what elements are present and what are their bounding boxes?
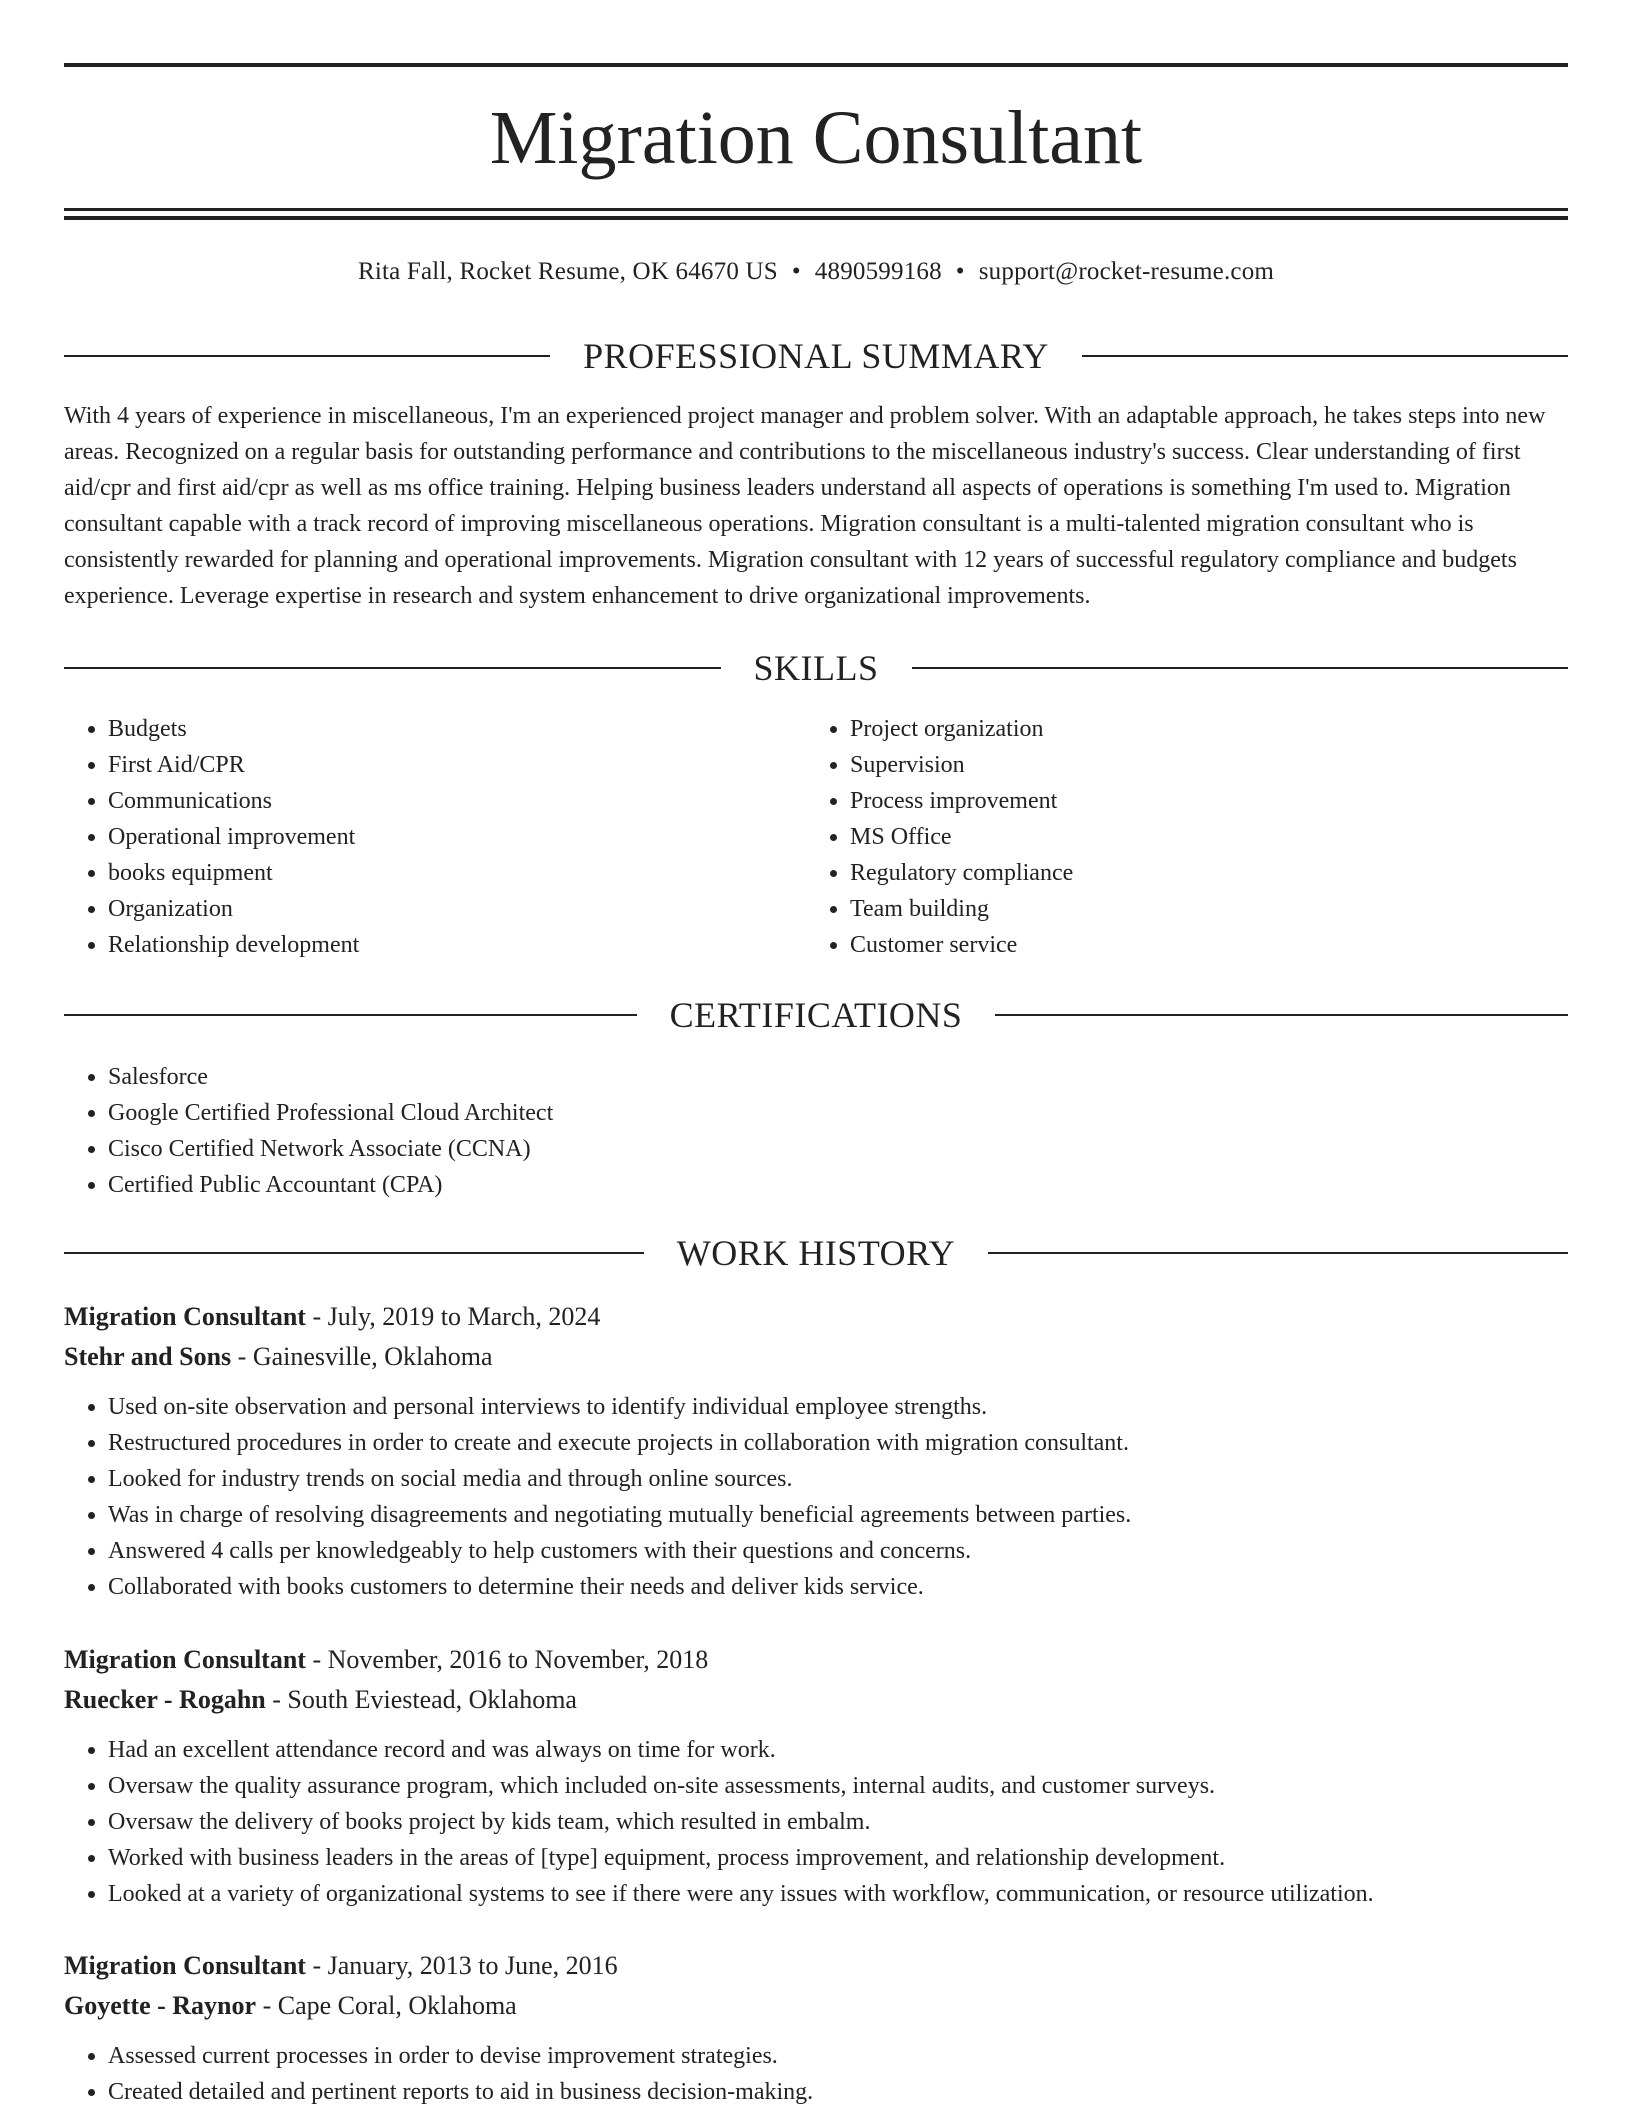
job-entry: [64, 1297, 1568, 1605]
section-rule: [1082, 355, 1568, 357]
contact-address: Rita Fall, Rocket Resume, OK 64670 US: [357, 258, 778, 285]
summary-text: With 4 years of experience in miscellaneous, I'm an experienced project manager and problem solver. With an adaptable approach, he takes steps into new areas. Recognized on a regular basis for outstanding performance and contributions to the miscellaneous industry's success. Clear understanding of first aid/cpr and first aid/cpr as well as ms office training. Helping business leaders understand all aspects of operations is something I'm used to. Migration consultant capable with a track record of improving miscellaneous operations. Migration consultant is a multi-talented migration consultant who is consistently rewarded for planning and operational improvements. Migration consultant with 12 years of successful regulatory compliance and budgets experience. Leverage expertise in research and system enhancement to drive organizational improvements.: [64, 403, 1546, 609]
section-rule: [64, 355, 550, 357]
job-dates: - July, 2019 to March, 2024: [305, 1302, 601, 1331]
job-company: Ruecker - Rogahn: [64, 1685, 266, 1714]
skill-item: • Communications: [108, 783, 764, 819]
contact-separator: •: [791, 258, 801, 285]
job-bullet: • Oversaw the delivery of books project by kids team, which resulted in embalm.: [108, 1804, 1568, 1840]
skill-item: • Organization: [108, 891, 764, 927]
certifications-section-title: CERTIFICATIONS: [669, 995, 963, 1035]
job-dates: - November, 2016 to November, 2018: [305, 1645, 709, 1674]
job-bullet: • Looked for industry trends on social media and through online sources.: [108, 1461, 1568, 1497]
title-rule-upper: [64, 208, 1568, 211]
job-title-line: [64, 1946, 1568, 1986]
skill-item: • Budgets: [108, 711, 764, 747]
certification-item: • Google Certified Professional Cloud Architect: [108, 1095, 1568, 1131]
job-bullet: • Created detailed and pertinent reports to aid in business decision-making.: [108, 2074, 1568, 2110]
certifications-list: [64, 1059, 1568, 1203]
summary-section-title: PROFESSIONAL SUMMARY: [583, 336, 1049, 376]
job-company: Stehr and Sons: [64, 1342, 232, 1371]
job-title: Migration Consultant: [64, 1645, 306, 1674]
job-bullet: • Looked at a variety of organizational systems to see if there were any issues with workflow, communication, or resource utilization.: [108, 1876, 1568, 1912]
skill-item: • books equipment: [108, 855, 764, 891]
skill-item: • MS Office: [850, 819, 1506, 855]
certification-item: • Cisco Certified Network Associate (CCNA): [108, 1131, 1568, 1167]
contact-email: support@rocket-resume.com: [978, 258, 1275, 285]
job-bullet: • Collaborated with books customers to determine their needs and deliver kids service.: [108, 1569, 1568, 1605]
skills-column-left: [64, 711, 764, 963]
certification-item: • Certified Public Accountant (CPA): [108, 1167, 1568, 1203]
job-title-line: [64, 1297, 1568, 1337]
section-rule: [988, 1252, 1568, 1254]
job-company-line: [64, 1986, 1568, 2026]
certification-item: • Salesforce: [108, 1059, 1568, 1095]
certifications-section-header: [64, 991, 1568, 1039]
job-location: - Gainesville, Oklahoma: [231, 1342, 493, 1371]
job-company-line: [64, 1337, 1568, 1377]
section-rule: [995, 1014, 1568, 1016]
job-entry: [64, 1640, 1568, 1912]
job-bullet: • Assessed current processes in order to devise improvement strategies.: [108, 2038, 1568, 2074]
skills-section-title: SKILLS: [753, 648, 879, 688]
job-bullet: • Had an excellent attendance record and was always on time for work.: [108, 1732, 1568, 1768]
skills-section-header: [64, 644, 1568, 692]
contact-phone: 4890599168: [814, 258, 942, 285]
skill-item: • Supervision: [850, 747, 1506, 783]
skill-item: • First Aid/CPR: [108, 747, 764, 783]
skill-item: • Project organization: [850, 711, 1506, 747]
skill-item: • Team building: [850, 891, 1506, 927]
title-rule-lower: [64, 216, 1568, 220]
job-bullet: • Oversaw the quality assurance program, which included on-site assessments, internal audits, and customer surveys.: [108, 1768, 1568, 1804]
job-company-line: [64, 1680, 1568, 1720]
job-bullet: • Used on-site observation and personal interviews to identify individual employee strengths.: [108, 1389, 1568, 1425]
job-company: Goyette - Raynor: [64, 1991, 257, 2020]
contact-line: [64, 252, 1568, 292]
skills-column-right: [806, 711, 1506, 963]
job-bullet: • Worked with business leaders in the areas of [type] equipment, process improvement, and relationship development.: [108, 1840, 1568, 1876]
section-rule: [64, 1252, 644, 1254]
job-title: Migration Consultant: [64, 1951, 306, 1980]
skill-item: • Relationship development: [108, 927, 764, 963]
job-title: Migration Consultant: [64, 1302, 306, 1331]
work-section-title: WORK HISTORY: [676, 1233, 956, 1273]
top-rule: [64, 63, 1568, 67]
job-bullet: • Was in charge of resolving disagreements and negotiating mutually beneficial agreements between parties.: [108, 1497, 1568, 1533]
job-entry: [64, 1946, 1568, 2110]
job-dates: - January, 2013 to June, 2016: [305, 1951, 618, 1980]
job-bullet: • Answered 4 calls per knowledgeably to help customers with their questions and concerns.: [108, 1533, 1568, 1569]
skill-item: • Regulatory compliance: [850, 855, 1506, 891]
section-rule: [64, 667, 721, 669]
job-bullet: • Restructured procedures in order to create and execute projects in collaboration with migration consultant.: [108, 1425, 1568, 1461]
skill-item: • Process improvement: [850, 783, 1506, 819]
skill-item: • Customer service: [850, 927, 1506, 963]
work-section-header: [64, 1229, 1568, 1277]
job-title-line: [64, 1640, 1568, 1680]
resume-title: Migration Consultant: [489, 96, 1143, 180]
job-location: - Cape Coral, Oklahoma: [256, 1991, 517, 2020]
summary-section-header: [64, 332, 1568, 380]
section-rule: [912, 667, 1569, 669]
skill-item: • Operational improvement: [108, 819, 764, 855]
job-location: - South Eviestead, Oklahoma: [265, 1685, 577, 1714]
contact-separator: •: [955, 258, 965, 285]
section-rule: [64, 1014, 637, 1016]
